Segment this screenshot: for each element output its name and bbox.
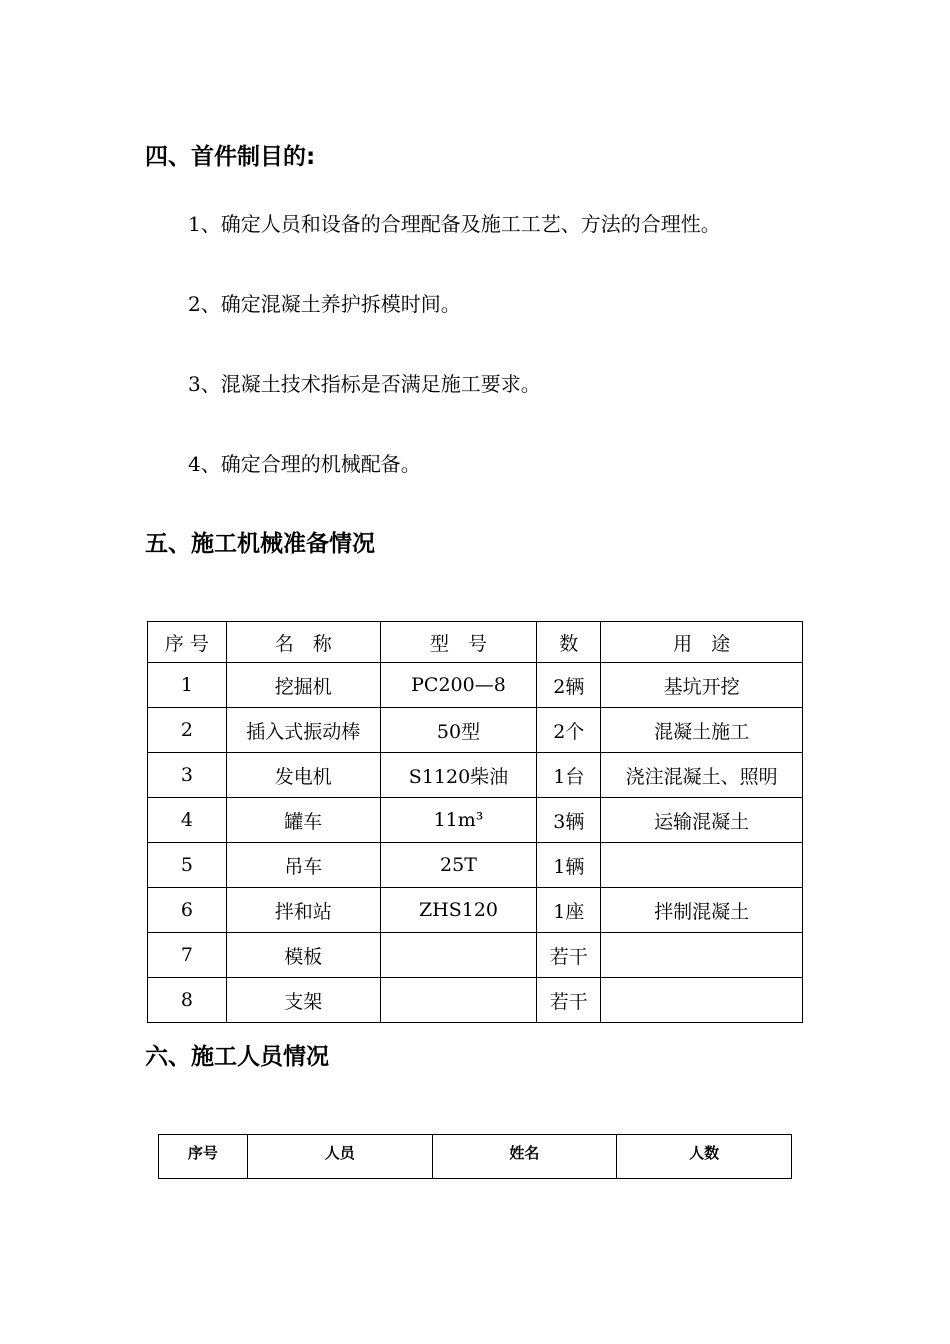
table-cell: 5 bbox=[148, 843, 227, 888]
table-cell: 若干 bbox=[537, 933, 601, 978]
table-cell: 3 bbox=[148, 753, 227, 798]
purpose-item-3: 3、混凝土技术指标是否满足施工要求。 bbox=[188, 372, 541, 396]
table-cell: 1座 bbox=[537, 888, 601, 933]
table-cell: 7 bbox=[148, 933, 227, 978]
table-row bbox=[148, 978, 803, 1023]
table-cell: 3辆 bbox=[537, 798, 601, 843]
table-row bbox=[148, 753, 803, 798]
header-cell: 序 号 bbox=[148, 622, 227, 663]
table-cell: 拌和站 bbox=[226, 888, 380, 933]
header-cell: 用 途 bbox=[601, 622, 803, 663]
table-cell: 运输混凝土 bbox=[601, 798, 803, 843]
header-cell: 数 bbox=[537, 622, 601, 663]
table-cell: ZHS120 bbox=[380, 888, 537, 933]
table-cell: S1120柴油 bbox=[380, 753, 537, 798]
table-cell: 1辆 bbox=[537, 843, 601, 888]
table-cell: 罐车 bbox=[226, 798, 380, 843]
table-cell: 6 bbox=[148, 888, 227, 933]
header-cell: 人员 bbox=[247, 1135, 432, 1179]
table-cell: 若干 bbox=[537, 978, 601, 1023]
table-cell: 1 bbox=[148, 663, 227, 708]
table-cell: 挖掘机 bbox=[226, 663, 380, 708]
table-cell: 1台 bbox=[537, 753, 601, 798]
table-cell: 吊车 bbox=[226, 843, 380, 888]
table-cell: 浇注混凝土、照明 bbox=[601, 753, 803, 798]
table-cell bbox=[601, 933, 803, 978]
table-cell: 4 bbox=[148, 798, 227, 843]
staff-table bbox=[158, 1134, 792, 1179]
table-cell: 8 bbox=[148, 978, 227, 1023]
purpose-item-1: 1、确定人员和设备的合理配备及施工工艺、方法的合理性。 bbox=[188, 212, 721, 236]
table-row bbox=[148, 933, 803, 978]
table-cell: 2个 bbox=[537, 708, 601, 753]
table-cell: PC200—8 bbox=[380, 663, 537, 708]
table-row bbox=[148, 798, 803, 843]
table-cell: 2 bbox=[148, 708, 227, 753]
table-cell: 50型 bbox=[380, 708, 537, 753]
table-cell bbox=[380, 933, 537, 978]
equipment-table bbox=[147, 621, 803, 1023]
table-cell: 11m³ bbox=[380, 798, 537, 843]
table-cell: 插入式振动棒 bbox=[226, 708, 380, 753]
table-row bbox=[148, 663, 803, 708]
table-cell: 模板 bbox=[226, 933, 380, 978]
table-row bbox=[148, 708, 803, 753]
table-cell bbox=[601, 843, 803, 888]
table-cell: 混凝土施工 bbox=[601, 708, 803, 753]
header-cell: 姓名 bbox=[432, 1135, 617, 1179]
table-cell bbox=[601, 978, 803, 1023]
header-cell: 序号 bbox=[159, 1135, 248, 1179]
staff-table-header bbox=[159, 1135, 792, 1179]
table-cell: 支架 bbox=[226, 978, 380, 1023]
table-cell: 25T bbox=[380, 843, 537, 888]
table-cell: 基坑开挖 bbox=[601, 663, 803, 708]
purpose-item-4: 4、确定合理的机械配备。 bbox=[188, 452, 421, 476]
equipment-table-header bbox=[148, 622, 803, 663]
table-cell bbox=[380, 978, 537, 1023]
table-row bbox=[148, 888, 803, 933]
section6-heading: 六、施工人员情况 bbox=[145, 1044, 329, 1070]
table-row bbox=[148, 843, 803, 888]
section5-heading: 五、施工机械准备情况 bbox=[145, 531, 375, 557]
purpose-item-2: 2、确定混凝土养护拆模时间。 bbox=[188, 292, 461, 316]
header-cell: 人数 bbox=[617, 1135, 792, 1179]
section4-heading: 四、首件制目的: bbox=[145, 144, 316, 170]
table-cell: 拌制混凝土 bbox=[601, 888, 803, 933]
table-cell: 发电机 bbox=[226, 753, 380, 798]
header-cell: 型 号 bbox=[380, 622, 537, 663]
header-cell: 名 称 bbox=[226, 622, 380, 663]
table-cell: 2辆 bbox=[537, 663, 601, 708]
